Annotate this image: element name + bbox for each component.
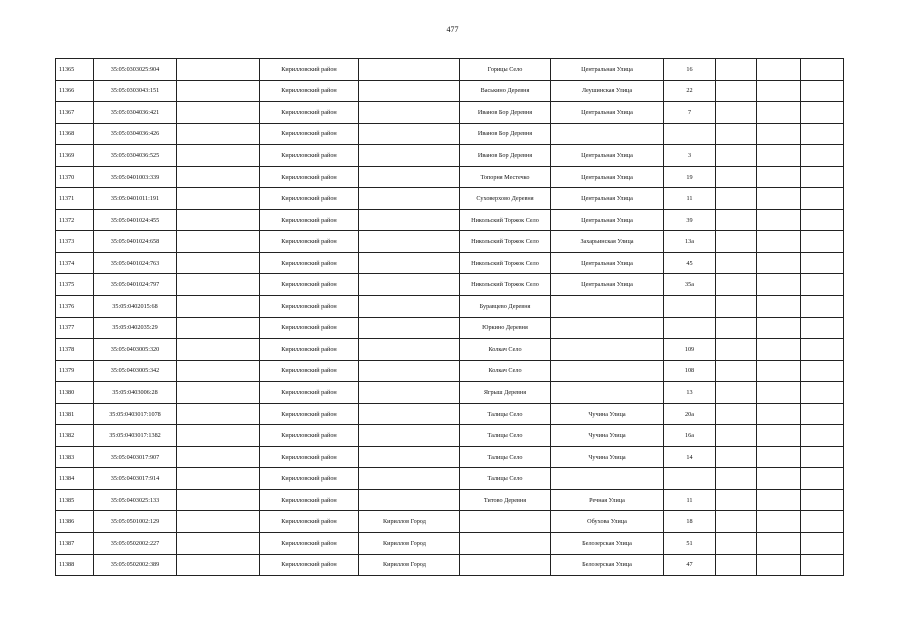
empty-cell — [177, 102, 260, 124]
empty-cell — [716, 252, 757, 274]
empty-cell — [801, 296, 844, 318]
table-row — [56, 317, 844, 339]
empty-cell — [716, 425, 757, 447]
settlement-cell — [359, 360, 460, 382]
settlement-cell: Кириллов Город — [359, 533, 460, 555]
empty-cell — [177, 489, 260, 511]
record-number-cell: 11385 — [56, 489, 94, 511]
cadastral-number-cell: 35:05:0403006:28 — [94, 382, 177, 404]
house-number-cell: 13 — [664, 382, 716, 404]
record-number-cell: 11384 — [56, 468, 94, 490]
empty-cell — [177, 274, 260, 296]
cadastral-number-cell: 35:05:0401024:455 — [94, 209, 177, 231]
house-number-cell: 35а — [664, 274, 716, 296]
empty-cell — [716, 188, 757, 210]
locality-cell: Никольский Торжок Село — [460, 209, 551, 231]
cadastral-number-cell: 35:05:0403017:1078 — [94, 403, 177, 425]
house-number-cell — [664, 468, 716, 490]
empty-cell — [177, 425, 260, 447]
empty-cell — [757, 403, 801, 425]
settlement-cell — [359, 274, 460, 296]
cadastral-number-cell: 35:05:0304036:525 — [94, 145, 177, 167]
locality-cell: Буравцево Деревня — [460, 296, 551, 318]
record-number-cell: 11365 — [56, 59, 94, 81]
empty-cell — [801, 123, 844, 145]
empty-cell — [757, 468, 801, 490]
settlement-cell — [359, 166, 460, 188]
empty-cell — [757, 382, 801, 404]
record-number-cell: 11372 — [56, 209, 94, 231]
record-number-cell: 11377 — [56, 317, 94, 339]
cadastral-number-cell: 35:05:0403017:914 — [94, 468, 177, 490]
empty-cell — [177, 188, 260, 210]
table-row — [56, 468, 844, 490]
empty-cell — [716, 554, 757, 576]
table-row — [56, 123, 844, 145]
empty-cell — [716, 446, 757, 468]
house-number-cell: 18 — [664, 511, 716, 533]
cadastral-number-cell: 35:05:0401011:191 — [94, 188, 177, 210]
settlement-cell — [359, 123, 460, 145]
district-cell: Кирилловский район — [260, 123, 359, 145]
empty-cell — [801, 533, 844, 555]
district-cell: Кирилловский район — [260, 209, 359, 231]
empty-cell — [177, 80, 260, 102]
cadastral-number-cell: 35:05:0304036:421 — [94, 102, 177, 124]
district-cell: Кирилловский район — [260, 188, 359, 210]
street-cell: Центральная Улица — [551, 145, 664, 167]
house-number-cell: 20а — [664, 403, 716, 425]
record-number-cell: 11387 — [56, 533, 94, 555]
street-cell: Чучина Улица — [551, 425, 664, 447]
empty-cell — [177, 166, 260, 188]
settlement-cell — [359, 468, 460, 490]
empty-cell — [716, 80, 757, 102]
settlement-cell — [359, 382, 460, 404]
table-row — [56, 382, 844, 404]
locality-cell: Колкач Село — [460, 339, 551, 361]
empty-cell — [716, 274, 757, 296]
empty-cell — [801, 425, 844, 447]
locality-cell: Никольский Торжок Село — [460, 252, 551, 274]
locality-cell: Талицы Село — [460, 446, 551, 468]
locality-cell: Топорня Местечко — [460, 166, 551, 188]
street-cell: Белозерская Улица — [551, 533, 664, 555]
empty-cell — [177, 554, 260, 576]
district-cell: Кирилловский район — [260, 403, 359, 425]
empty-cell — [177, 296, 260, 318]
locality-cell: Талицы Село — [460, 403, 551, 425]
empty-cell — [801, 489, 844, 511]
house-number-cell: 14 — [664, 446, 716, 468]
settlement-cell — [359, 339, 460, 361]
empty-cell — [716, 382, 757, 404]
table-row — [56, 489, 844, 511]
cadastral-number-cell: 35:05:0402015:68 — [94, 296, 177, 318]
street-cell: Обухова Улица — [551, 511, 664, 533]
house-number-cell: 108 — [664, 360, 716, 382]
settlement-cell — [359, 296, 460, 318]
cadastral-number-cell: 35:05:0403025:133 — [94, 489, 177, 511]
empty-cell — [801, 382, 844, 404]
locality-cell: Колкач Село — [460, 360, 551, 382]
locality-cell — [460, 554, 551, 576]
table-row — [56, 425, 844, 447]
house-number-cell: 11 — [664, 489, 716, 511]
district-cell: Кирилловский район — [260, 360, 359, 382]
empty-cell — [757, 123, 801, 145]
district-cell: Кирилловский район — [260, 274, 359, 296]
empty-cell — [757, 252, 801, 274]
street-cell: Леушинская Улица — [551, 80, 664, 102]
empty-cell — [801, 554, 844, 576]
locality-cell: Титово Деревня — [460, 489, 551, 511]
cadastral-number-cell: 35:05:0502002:389 — [94, 554, 177, 576]
district-cell: Кирилловский район — [260, 339, 359, 361]
house-number-cell — [664, 296, 716, 318]
table-row — [56, 252, 844, 274]
empty-cell — [757, 209, 801, 231]
empty-cell — [716, 339, 757, 361]
street-cell: Речная Улица — [551, 489, 664, 511]
empty-cell — [716, 489, 757, 511]
district-cell: Кирилловский район — [260, 102, 359, 124]
record-number-cell: 11370 — [56, 166, 94, 188]
street-cell — [551, 360, 664, 382]
empty-cell — [801, 403, 844, 425]
empty-cell — [801, 209, 844, 231]
cadastral-number-cell: 35:05:0403005:342 — [94, 360, 177, 382]
settlement-cell — [359, 209, 460, 231]
empty-cell — [177, 317, 260, 339]
house-number-cell: 109 — [664, 339, 716, 361]
empty-cell — [757, 274, 801, 296]
district-cell: Кирилловский район — [260, 59, 359, 81]
settlement-cell — [359, 188, 460, 210]
settlement-cell — [359, 252, 460, 274]
empty-cell — [757, 511, 801, 533]
empty-cell — [177, 533, 260, 555]
cadastral-number-cell: 35:05:0401024:763 — [94, 252, 177, 274]
street-cell: Центральная Улица — [551, 274, 664, 296]
record-number-cell: 11373 — [56, 231, 94, 253]
empty-cell — [177, 360, 260, 382]
record-number-cell: 11366 — [56, 80, 94, 102]
record-number-cell: 11375 — [56, 274, 94, 296]
table-row — [56, 231, 844, 253]
cadastral-number-cell: 35:05:0304036:426 — [94, 123, 177, 145]
registry-table — [55, 58, 844, 576]
locality-cell: Иванов Бор Деревня — [460, 102, 551, 124]
table-row — [56, 59, 844, 81]
district-cell: Кирилловский район — [260, 317, 359, 339]
locality-cell: Ягрыш Деревня — [460, 382, 551, 404]
cadastral-number-cell: 35:05:0403005:320 — [94, 339, 177, 361]
street-cell: Захарьинская Улица — [551, 231, 664, 253]
empty-cell — [177, 123, 260, 145]
empty-cell — [716, 123, 757, 145]
district-cell: Кирилловский район — [260, 231, 359, 253]
empty-cell — [801, 59, 844, 81]
street-cell: Белозерская Улица — [551, 554, 664, 576]
settlement-cell — [359, 403, 460, 425]
empty-cell — [716, 317, 757, 339]
table-row — [56, 403, 844, 425]
locality-cell: Горицы Село — [460, 59, 551, 81]
empty-cell — [801, 252, 844, 274]
empty-cell — [177, 403, 260, 425]
record-number-cell: 11382 — [56, 425, 94, 447]
house-number-cell: 3 — [664, 145, 716, 167]
empty-cell — [716, 231, 757, 253]
empty-cell — [177, 511, 260, 533]
empty-cell — [801, 274, 844, 296]
empty-cell — [757, 231, 801, 253]
empty-cell — [716, 468, 757, 490]
house-number-cell: 13а — [664, 231, 716, 253]
locality-cell: Иванов Бор Деревня — [460, 123, 551, 145]
street-cell: Центральная Улица — [551, 252, 664, 274]
settlement-cell — [359, 425, 460, 447]
district-cell: Кирилловский район — [260, 489, 359, 511]
empty-cell — [801, 360, 844, 382]
cadastral-number-cell: 35:05:0502002:227 — [94, 533, 177, 555]
table-row — [56, 80, 844, 102]
table-row — [56, 360, 844, 382]
house-number-cell: 22 — [664, 80, 716, 102]
house-number-cell: 19 — [664, 166, 716, 188]
cadastral-number-cell: 35:05:0401024:658 — [94, 231, 177, 253]
empty-cell — [757, 339, 801, 361]
empty-cell — [801, 446, 844, 468]
empty-cell — [716, 360, 757, 382]
empty-cell — [757, 80, 801, 102]
street-cell: Центральная Улица — [551, 166, 664, 188]
empty-cell — [757, 489, 801, 511]
empty-cell — [757, 145, 801, 167]
table-row — [56, 511, 844, 533]
street-cell — [551, 123, 664, 145]
district-cell: Кирилловский район — [260, 145, 359, 167]
district-cell: Кирилловский район — [260, 425, 359, 447]
empty-cell — [177, 468, 260, 490]
empty-cell — [716, 511, 757, 533]
record-number-cell: 11388 — [56, 554, 94, 576]
district-cell: Кирилловский район — [260, 80, 359, 102]
cadastral-number-cell: 35:05:0303025:904 — [94, 59, 177, 81]
district-cell: Кирилловский район — [260, 468, 359, 490]
street-cell — [551, 317, 664, 339]
street-cell — [551, 468, 664, 490]
cadastral-number-cell: 35:05:0501002:129 — [94, 511, 177, 533]
record-number-cell: 11380 — [56, 382, 94, 404]
empty-cell — [716, 209, 757, 231]
locality-cell: Юркино Деревня — [460, 317, 551, 339]
settlement-cell — [359, 145, 460, 167]
empty-cell — [177, 145, 260, 167]
empty-cell — [177, 252, 260, 274]
record-number-cell: 11369 — [56, 145, 94, 167]
district-cell: Кирилловский район — [260, 296, 359, 318]
registry-body — [56, 59, 844, 576]
empty-cell — [757, 446, 801, 468]
empty-cell — [757, 166, 801, 188]
street-cell: Чучина Улица — [551, 403, 664, 425]
house-number-cell: 45 — [664, 252, 716, 274]
record-number-cell: 11376 — [56, 296, 94, 318]
house-number-cell: 47 — [664, 554, 716, 576]
cadastral-number-cell: 35:05:0402035:29 — [94, 317, 177, 339]
settlement-cell — [359, 59, 460, 81]
record-number-cell: 11368 — [56, 123, 94, 145]
empty-cell — [757, 425, 801, 447]
table-row — [56, 446, 844, 468]
settlement-cell — [359, 102, 460, 124]
empty-cell — [716, 166, 757, 188]
settlement-cell: Кириллов Город — [359, 554, 460, 576]
district-cell: Кирилловский район — [260, 533, 359, 555]
house-number-cell: 7 — [664, 102, 716, 124]
street-cell — [551, 339, 664, 361]
locality-cell: Иванов Бор Деревня — [460, 145, 551, 167]
record-number-cell: 11378 — [56, 339, 94, 361]
empty-cell — [801, 80, 844, 102]
house-number-cell — [664, 123, 716, 145]
empty-cell — [801, 188, 844, 210]
empty-cell — [716, 59, 757, 81]
empty-cell — [801, 102, 844, 124]
empty-cell — [757, 59, 801, 81]
cadastral-number-cell: 35:05:0403017:1382 — [94, 425, 177, 447]
table-row — [56, 296, 844, 318]
empty-cell — [716, 145, 757, 167]
settlement-cell — [359, 489, 460, 511]
table-row — [56, 554, 844, 576]
district-cell: Кирилловский район — [260, 382, 359, 404]
empty-cell — [801, 166, 844, 188]
settlement-cell — [359, 80, 460, 102]
empty-cell — [801, 511, 844, 533]
empty-cell — [177, 59, 260, 81]
empty-cell — [177, 446, 260, 468]
house-number-cell: 11 — [664, 188, 716, 210]
cadastral-number-cell: 35:05:0401003:339 — [94, 166, 177, 188]
empty-cell — [757, 188, 801, 210]
locality-cell — [460, 533, 551, 555]
house-number-cell: 16 — [664, 59, 716, 81]
district-cell: Кирилловский район — [260, 554, 359, 576]
locality-cell: Васькино Деревня — [460, 80, 551, 102]
empty-cell — [757, 554, 801, 576]
empty-cell — [716, 102, 757, 124]
settlement-cell: Кириллов Город — [359, 511, 460, 533]
empty-cell — [757, 102, 801, 124]
empty-cell — [177, 382, 260, 404]
record-number-cell: 11367 — [56, 102, 94, 124]
empty-cell — [177, 209, 260, 231]
empty-cell — [757, 360, 801, 382]
table-row — [56, 339, 844, 361]
table-row — [56, 188, 844, 210]
record-number-cell: 11386 — [56, 511, 94, 533]
record-number-cell: 11381 — [56, 403, 94, 425]
house-number-cell: 16а — [664, 425, 716, 447]
locality-cell: Никольский Торжок Село — [460, 274, 551, 296]
empty-cell — [716, 403, 757, 425]
locality-cell: Талицы Село — [460, 425, 551, 447]
street-cell: Чучина Улица — [551, 446, 664, 468]
empty-cell — [716, 296, 757, 318]
record-number-cell: 11371 — [56, 188, 94, 210]
table-row — [56, 274, 844, 296]
empty-cell — [801, 231, 844, 253]
empty-cell — [757, 533, 801, 555]
page-number: 477 — [446, 25, 459, 34]
record-number-cell: 11379 — [56, 360, 94, 382]
district-cell: Кирилловский район — [260, 252, 359, 274]
locality-cell: Талицы Село — [460, 468, 551, 490]
district-cell: Кирилловский район — [260, 511, 359, 533]
empty-cell — [757, 296, 801, 318]
locality-cell: Никольский Торжок Село — [460, 231, 551, 253]
empty-cell — [716, 533, 757, 555]
empty-cell — [801, 145, 844, 167]
empty-cell — [177, 231, 260, 253]
street-cell: Центральная Улица — [551, 102, 664, 124]
table-row — [56, 145, 844, 167]
district-cell: Кирилловский район — [260, 446, 359, 468]
record-number-cell: 11383 — [56, 446, 94, 468]
empty-cell — [801, 468, 844, 490]
house-number-cell: 39 — [664, 209, 716, 231]
record-number-cell: 11374 — [56, 252, 94, 274]
table-row — [56, 209, 844, 231]
settlement-cell — [359, 231, 460, 253]
empty-cell — [801, 317, 844, 339]
table-row — [56, 166, 844, 188]
house-number-cell — [664, 317, 716, 339]
locality-cell: Суховерхово Деревня — [460, 188, 551, 210]
street-cell: Центральная Улица — [551, 209, 664, 231]
street-cell — [551, 296, 664, 318]
district-cell: Кирилловский район — [260, 166, 359, 188]
street-cell: Центральная Улица — [551, 188, 664, 210]
street-cell — [551, 382, 664, 404]
street-cell: Центральная Улица — [551, 59, 664, 81]
cadastral-number-cell: 35:05:0303043:151 — [94, 80, 177, 102]
cadastral-number-cell: 35:05:0401024:797 — [94, 274, 177, 296]
locality-cell — [460, 511, 551, 533]
table-row — [56, 102, 844, 124]
empty-cell — [801, 339, 844, 361]
table-row — [56, 533, 844, 555]
settlement-cell — [359, 317, 460, 339]
house-number-cell: 51 — [664, 533, 716, 555]
cadastral-number-cell: 35:05:0403017:907 — [94, 446, 177, 468]
settlement-cell — [359, 446, 460, 468]
empty-cell — [757, 317, 801, 339]
empty-cell — [177, 339, 260, 361]
